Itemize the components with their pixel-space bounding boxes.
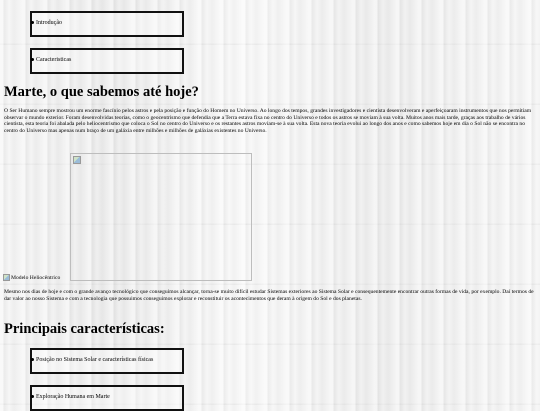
feature-box-exploracao bbox=[30, 385, 184, 411]
nav-item-caracteristicas bbox=[32, 56, 71, 64]
broken-image-icon bbox=[73, 156, 81, 164]
nav-link-introducao[interactable]: Introdução bbox=[36, 20, 62, 26]
nav-link-caracteristicas[interactable]: Caracteristicas bbox=[36, 57, 72, 63]
feature-item-posicao bbox=[32, 356, 153, 364]
bullet-icon bbox=[31, 58, 34, 61]
image-alt-text: Modelo Heliocêntrico bbox=[11, 274, 61, 281]
nav-box-caracteristicas bbox=[30, 48, 184, 74]
bullet-icon bbox=[31, 358, 34, 361]
broken-image-icon bbox=[3, 274, 10, 281]
section-heading-caracteristicas: Principais características: bbox=[4, 321, 165, 337]
feature-link-exploracao[interactable]: Exploração Humana em Marte bbox=[36, 394, 110, 400]
feature-item-exploracao bbox=[32, 393, 110, 401]
section-heading-marte: Marte, o que sabemos até hoje? bbox=[4, 84, 199, 100]
nav-box-introducao bbox=[30, 11, 184, 37]
feature-link-posicao[interactable]: Posição no Sistema Solar e características físicas bbox=[36, 357, 154, 363]
image-alt-row bbox=[3, 274, 60, 282]
heliocentric-model-image bbox=[70, 153, 252, 281]
intro-paragraph: O Ser Humano sempre mostrou um enorme fascínio pelos astros e pela posição e função do Homem no Universo. Ao longo dos tempos, grandes investigadores e cientista desenvolveram e aperfeiçoaram instrumentos que nos permitiam observar o mundo exterior. Foram desenvolvidas teorias, como o geocentrismo que defendia que a Terra estava fixa no centro do Universo e todos os astros se moviam à sua volta. Muitos anos mais tarde, graças aos trabalho de vários cientista, esta teoria foi abalada pelo heliocentrismo que coloca o Sol no centro do Universo e os restantes astros moviam-se à sua volta. Esta nova teoria evolui ao longo dos anos e como sabemos hoje em dia o Sol não se encontra no centro do Universo mas apenas num braço de um galáxia entre milhões e milhões de galáxias existentes no Universo. bbox=[4, 108, 532, 134]
nav-item-introducao bbox=[32, 19, 62, 27]
bullet-icon bbox=[31, 21, 34, 24]
feature-box-posicao bbox=[30, 348, 184, 374]
bullet-icon bbox=[31, 395, 34, 398]
second-paragraph: Mesmo nos dias de hoje e com o grande avanço tecnológico que conseguimos alcançar, torna-se muito difícil estudar Sistemas exteriores ao Sistema Solar e consequentemente encontrar outras formas de vida, por exemplo. Daí termos de dar valor ao nosso Sistema e com a tecnologia que possuimos conseguimos explorar e reconstituir os acontecimentos que deram à origem do Sol e dos planetas. bbox=[4, 289, 534, 302]
